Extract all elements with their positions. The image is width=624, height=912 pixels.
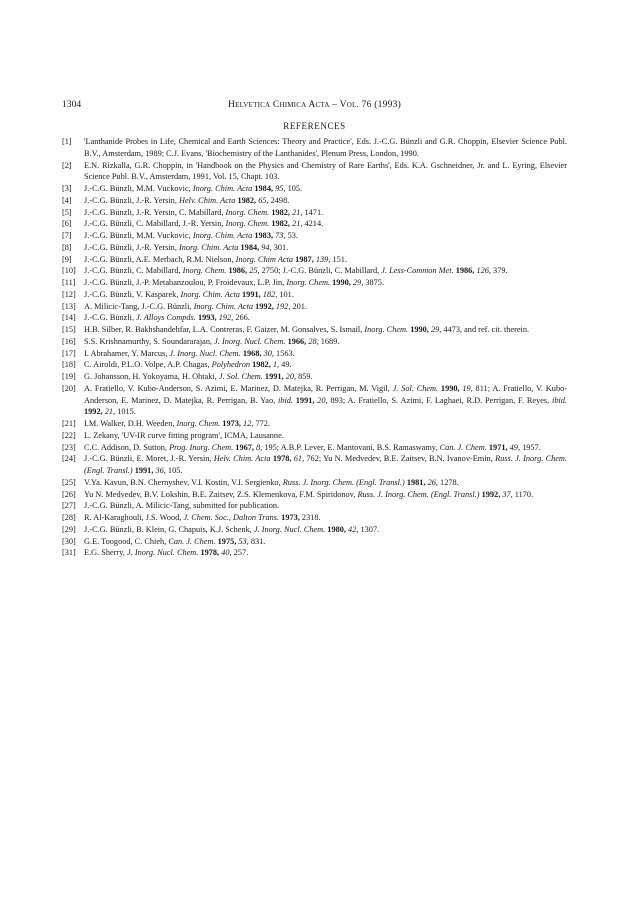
reference-text: J.-C.G. Bünzli, J.-R. Yersin, Inorg. Chim. Acta 1984, 94, 301. — [84, 242, 289, 252]
reference-item — [62, 418, 567, 430]
reference-item — [62, 218, 567, 230]
reference-number: [1] — [62, 137, 72, 146]
reference-text: J.-C.G. Bünzli, C. Mabillard, Inorg. Chem. 1986, 25, 2750; J.-C.G. Bünzli, C. Mabillard, J. Less-Common Met. 1986, 126, 379. — [84, 266, 508, 276]
reference-number: [28] — [62, 513, 76, 522]
reference-item — [62, 430, 567, 442]
reference-item — [62, 348, 567, 360]
reference-text: L. Zekany, 'UV-IR curve fitting program', ICMA, Lausanne. — [84, 430, 284, 440]
reference-item — [62, 336, 567, 348]
reference-text: I.M. Walker, D.H. Weeden, Inorg. Chem. 1973, 12, 772. — [84, 419, 271, 428]
reference-number: [12] — [62, 289, 76, 299]
reference-text: G. Johansson, H. Yokoyama, H. Ohtaki, J. Sol. Chem. 1991, 20, 859. — [84, 372, 313, 381]
reference-item — [62, 371, 567, 383]
reference-text: J.-C.G. Bünzli, J.-R. Yersin, C. Mabillard, Inorg. Chem. 1982, 21, 1471. — [84, 207, 324, 217]
reference-number: [23] — [62, 442, 76, 452]
reference-number: [15] — [62, 325, 76, 334]
reference-item — [62, 324, 567, 336]
reference-text: J.-C.G. Bünzli, J. Alloys Compds. 1993, 192, 266. — [84, 313, 250, 323]
reference-item — [62, 547, 567, 559]
reference-text: G.E. Toogood, C. Chieh, Can. J. Chem. 1975, 53, 831. — [84, 536, 266, 546]
reference-item — [62, 301, 567, 313]
reference-number: [14] — [62, 313, 76, 323]
reference-item — [62, 442, 567, 454]
reference-text: J.-C.G. Bünzli, J.-R. Yersin, Helv. Chim. Acta 1982, 65, 2498. — [84, 195, 290, 205]
reference-item — [62, 195, 567, 207]
reference-text: J.-C.G. Bünzli, J.-P. Metabanzoulou, P. Froidevaux, L.P. Jin, Inorg. Chem. 1990, 29, 3875. — [84, 278, 385, 287]
reference-item — [62, 512, 567, 524]
reference-text: Yu N. Medvedev, B.V. Lokshin, B.E. Zaitsev, Z.S. Klemenkova, F.M. Spiridonov, Russ. J. Inorg. Chem. (Engl. Transl.) 1992, 37, 1170. — [84, 489, 534, 499]
reference-number: [3] — [62, 184, 72, 193]
reference-text: J.-C.G. Bünzli, B. Klein, G. Chapuis, K.J. Schenk, J. Inorg. Nucl. Chem. 1980, 42, 1307. — [84, 524, 380, 534]
reference-number: [22] — [62, 430, 76, 440]
reference-number: [25] — [62, 477, 76, 487]
reference-item — [62, 277, 567, 289]
reference-number: [6] — [62, 219, 72, 229]
reference-number: [5] — [62, 207, 72, 217]
reference-number: [13] — [62, 301, 76, 311]
reference-number: [8] — [62, 242, 72, 252]
reference-item — [62, 207, 567, 219]
reference-item — [62, 536, 567, 548]
reference-text: A. Fratiello, V. Kubo-Anderson, S. Azimi, E. Marinez, D. Matejka, R. Perrigan, M. Vigil, J. Sol. Chem. 1990, 19, 811; A. Fratiello, V. Kubo-Anderson, E. Marinez, D. Matejka, R. Perrigan, B. Yao, ibid. 1991, 20, 893; A. Fratiello, S. Azimi, F. Laghaei, R.D. Perrigan, F. Reyes, ibid. 1992, 21, 1015. — [84, 383, 568, 417]
reference-number: [24] — [62, 454, 76, 464]
reference-text: J.-C.G. Bünzli, C. Mabillard, J.-R. Yersin, Inorg. Chem. 1982, 21, 4214. — [84, 219, 324, 229]
reference-item — [62, 230, 567, 242]
reference-item — [62, 500, 567, 512]
reference-number: [7] — [62, 231, 72, 240]
reference-number: [31] — [62, 548, 76, 558]
reference-item — [62, 383, 567, 418]
reference-text: E.G. Sherry, J. Inorg. Nucl. Chem. 1978, 40, 257. — [84, 548, 249, 558]
reference-number: [18] — [62, 360, 76, 370]
reference-item — [62, 453, 567, 477]
reference-item — [62, 289, 567, 301]
reference-item — [62, 489, 567, 501]
reference-text: C. Airoldi, P.L.O. Volpe, A.P. Chagas, Polyhedron 1982, 1, 49. — [84, 360, 292, 370]
reference-item — [62, 359, 567, 371]
reference-item — [62, 183, 567, 195]
reference-list — [62, 136, 567, 559]
reference-number: [11] — [62, 278, 76, 287]
reference-number: [10] — [62, 266, 76, 276]
reference-number: [21] — [62, 419, 76, 428]
reference-number: [2] — [62, 160, 72, 170]
reference-number: [19] — [62, 372, 76, 381]
reference-text: S.S. Krishnamurthy, S. Soundararajan, J. Inorg. Nucl. Chem. 1966, 28, 1689. — [84, 336, 340, 346]
reference-item — [62, 160, 567, 184]
reference-item — [62, 265, 567, 277]
reference-text: J.-C.G. Bünzli, M.M. Vuckovic, Inorg. Chim. Acta 1983, 73, 53. — [84, 231, 298, 240]
reference-item — [62, 312, 567, 324]
reference-item — [62, 254, 567, 266]
reference-text: A. Milicic-Tang, J.-C.G. Bünzli, Inorg. Chim. Acta 1992, 192, 201. — [84, 301, 307, 311]
reference-number: [27] — [62, 501, 76, 511]
reference-text: J.-C.G. Bünzli, A.E. Merbach, R.M. Nielson, Inorg. Chim Acta 1987, 139, 151. — [84, 254, 347, 264]
reference-number: [17] — [62, 348, 76, 358]
reference-item — [62, 477, 567, 489]
reference-number: [26] — [62, 489, 76, 499]
journal-running-head: Helvetica Chimica Acta – Vol. 76 (1993) — [227, 99, 402, 110]
reference-number: [20] — [62, 383, 76, 393]
reference-text: C.C. Addison, D. Sutton, Prog. Inorg. Chem. 1967, 8, 195; A.B.P. Lever, E. Mantovani, B.S. Ramaswamy, Can. J. Chem. 1971, 49, 1957. — [84, 442, 541, 452]
references-heading: REFERENCES — [283, 121, 346, 131]
reference-text: J.-C.G. Bünzli, A. Milicic-Tang, submitted for publication. — [84, 501, 280, 511]
page-number: 1304 — [62, 99, 82, 110]
reference-text: I. Abrahamer, Y. Marcus, J. Inorg. Nucl. Chem. 1968, 30, 1563. — [84, 348, 295, 358]
reference-text: V.Ya. Kavun, B.N. Chernyshev, V.I. Kostin, V.I. Sergienko, Russ. J. Inorg. Chem. (Engl. Transl.) 1981, 26, 1278. — [84, 477, 459, 487]
reference-item — [62, 524, 567, 536]
reference-text: E.N. Rizkalla, G.R. Choppin, in 'Handbook on the Physics and Chemistry of Rare Earths', Eds. K.A. Gschneidner, Jr. and L. Eyring, Elsevier Science Publ. B.V., Amsterdam, 1991, Vol. 15, Chapt. 103. — [84, 160, 567, 182]
reference-number: [16] — [62, 336, 76, 346]
reference-number: [30] — [62, 536, 76, 546]
reference-number: [9] — [62, 254, 72, 264]
reference-text: H.B. Silber, R. Bakhshandehfar, L.A. Contreras, F. Gaizer, M. Gonsalves, S. Ismail, Inorg. Chem. 1990, 29, 4473, and ref. cit. therein. — [84, 325, 530, 334]
reference-number: [4] — [62, 195, 72, 205]
reference-text: J.-C.G. Bünzli, V. Kasparek, Inorg. Chim. Acta 1991, 182, 101. — [84, 289, 294, 299]
reference-text: J.-C.G. Bünzli, E. Moret, J.-R. Yersin, Helv. Chim. Acta 1978, 61, 762; Yu N. Medvedev, B.E. Zaitsev, B.N. Ivanov-Emin, Russ. J. Inorg. Chem. (Engl. Transl.) 1991, 36, 105. — [84, 454, 568, 475]
reference-item — [62, 242, 567, 254]
reference-item — [62, 136, 567, 160]
reference-text: J.-C.G. Bünzli, M.M. Vuckovic, Inorg. Chim. Acta 1984, 95, 105. — [84, 184, 303, 193]
page-header — [62, 99, 567, 113]
reference-text: 'Lanthanide Probes in Life, Chemical and Earth Sciences: Theory and Practice', Eds. J.-C.G. Bünzli and G.R. Choppin, Elsevier Science Publ. B.V., Amsterdam, 1989; C.J. Evans, 'Biochemistry of the Lanthanides', Plenum Press, London, 1990. — [84, 137, 567, 158]
reference-text: R. Al-Karaghouli, J.S. Wood, J. Chem. Soc., Dalton Trans. 1973, 2318. — [84, 513, 321, 522]
reference-number: [29] — [62, 524, 76, 534]
